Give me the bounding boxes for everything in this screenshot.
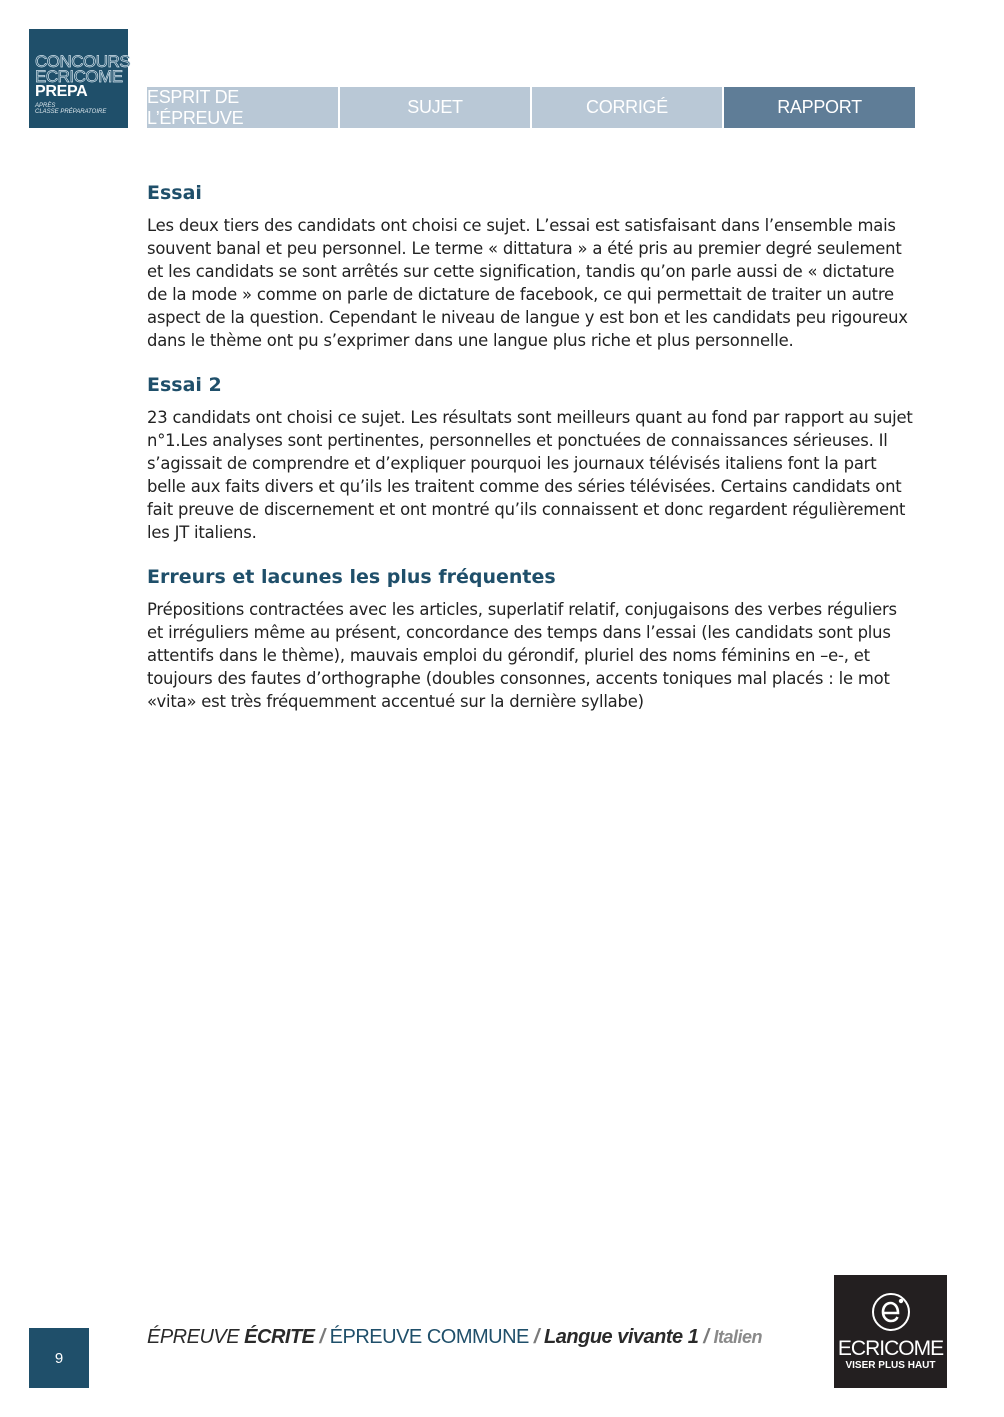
footer-italien: Italien [713,1327,763,1347]
section-title: Essai 2 [147,374,222,396]
section-essai-2 [147,372,917,544]
section-tabs [147,87,915,128]
section-body: Les deux tiers des candidats ont choisi ce sujet. L’essai est satisfaisant dans l’ensemble mais souvent banal et peu personnel. Le terme « dittatura » a été pris au premier degré seulement et les candidats se sont arrêtés sur cette signification, tandis qu’on parle aussi de « dictature de la mode » comme on parle de dictature de facebook, ce qui permettait de traiter un autre aspect de la question. Cependant le niveau de langue y est bon et les candidats peu rigoureux dans le thème ont pu s’exprimer dans une langue plus riche et plus personnelle. [147,216,908,350]
tab-rapport[interactable]: RAPPORT [724,87,915,128]
footer-separator: / [314,1326,330,1348]
brand-tagline: VISER PLUS HAUT [845,1360,936,1371]
ecricome-e-icon [870,1291,912,1333]
page-number-box [29,1328,89,1388]
logo-line-prepa: PREPA [35,83,88,100]
logo-line-classe: CLASSE PRÉPARATOIRE [35,109,107,115]
footer-breadcrumb [147,1326,762,1349]
tab-sujet[interactable]: SUJET [340,87,530,128]
section-erreurs [147,564,917,713]
brand-name: ECRICOME [837,1337,944,1360]
footer-separator: / [528,1326,545,1348]
section-body: Prépositions contractées avec les articles, superlatif relatif, conjugaisons des verbes réguliers et irréguliers même au présent, concordance des temps dans l’essai (les candidats sont plus attentifs dans le thème), mauvais emploi du gérondif, pluriel des noms féminins en –e-, et toujours des fautes d’orthographe (doubles consonnes, accents toniques mal placés : le mot «vita» est très fréquemment accentué sur la dernière syllabe) [147,600,897,711]
ecricome-logo [834,1275,947,1388]
page-number: 9 [54,1349,64,1367]
section-body: 23 candidats ont choisi ce sujet. Les résultats sont meilleurs quant au fond par rapport au sujet n°1.Les analyses sont pertinentes, personnelles et ponctuées de connaissances sérieuses. Il s’agissait de comprendre et d’expliquer pourquoi les journaux télévisés italiens font la part belle aux faits divers et qu’ils les traitent comme des séries télévisées. Certains candidats ont fait preuve de discernement et ont montré qu’ils connaissent et donc regardent régulièrement les JT italiens. [147,408,913,542]
tab-corrige[interactable]: CORRIGÉ [532,87,722,128]
footer-langue: Langue vivante 1 [544,1326,699,1348]
report-content [147,180,917,733]
section-title: Erreurs et lacunes les plus fréquentes [147,566,556,588]
tab-esprit-epreuve[interactable]: ESPRIT DE L’ÉPREUVE [147,87,338,128]
footer-epreuve: ÉPREUVE [147,1326,245,1348]
section-essai [147,180,917,352]
footer-separator: / [698,1326,714,1348]
footer-commune: COMMUNE [426,1326,529,1348]
logo-line-ecricome: ECRICOME [35,67,123,86]
concours-logo [29,29,131,128]
logo-line-apres: APRÈS [35,103,56,109]
section-title: Essai [147,182,202,204]
footer-ecrite: ÉCRITE [244,1326,315,1348]
logo-line-concours: CONCOURS [35,52,131,71]
footer-epreuve-2: ÉPREUVE [329,1326,427,1348]
